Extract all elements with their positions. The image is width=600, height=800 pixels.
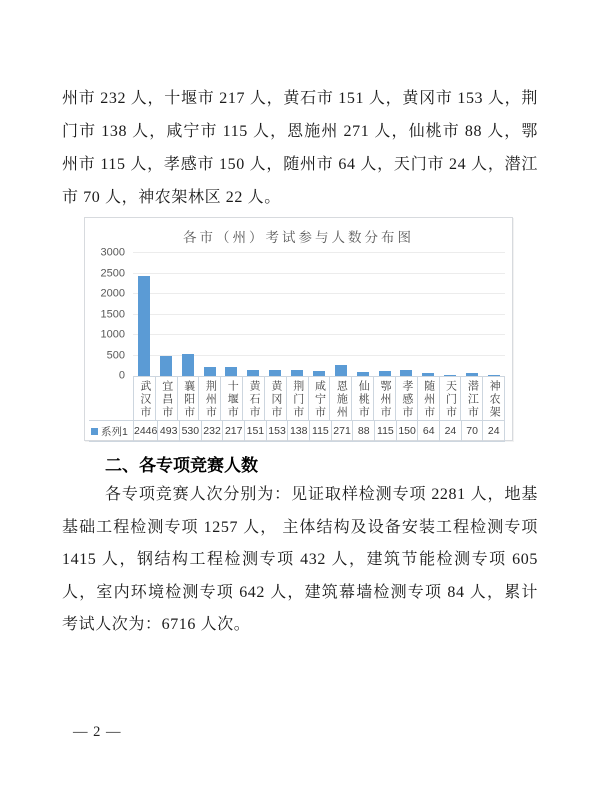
series-value-cell: 88: [352, 421, 374, 441]
bar: [357, 372, 369, 376]
category-cell: [329, 376, 351, 420]
series-value-cell: 232: [201, 421, 223, 441]
category-cell: [395, 376, 417, 420]
bar-slot: [352, 253, 374, 376]
page-number: — 2 —: [73, 724, 122, 740]
bar-slot: [483, 253, 505, 376]
bar: [204, 367, 216, 377]
bar-slot: [439, 253, 461, 376]
category-axis-row: [89, 376, 505, 420]
series-value-cell: 138: [287, 421, 309, 441]
bar-slot: [396, 253, 418, 376]
y-axis-tick-label: 1000: [100, 328, 125, 341]
y-axis-tick-label: 500: [106, 349, 125, 361]
bar: [269, 370, 281, 376]
category-cell: [264, 376, 286, 420]
bar: [247, 370, 259, 376]
category-cell: [198, 376, 220, 420]
category-label: 鄂州市: [379, 380, 392, 419]
bar-slot: [308, 253, 330, 376]
category-label: 武汉市: [138, 380, 151, 419]
y-axis-tick-label: 3000: [100, 246, 125, 259]
category-cell: [242, 376, 264, 420]
category-cell: [286, 376, 308, 420]
bar-slot: [417, 253, 439, 376]
bar: [466, 373, 478, 376]
bar-slot: [155, 253, 177, 376]
bar: [379, 371, 391, 376]
series-value-cell: 151: [244, 421, 266, 441]
data-table-row: [89, 420, 505, 442]
bars: [133, 253, 505, 376]
bar: [160, 356, 172, 376]
section-heading: 二、各专项竞赛人数: [105, 456, 258, 475]
category-label: 仙桃市: [357, 380, 370, 419]
bar: [291, 370, 303, 376]
bar-slot: [286, 253, 308, 376]
category-label: 孝感市: [400, 380, 413, 419]
bar-slot: [177, 253, 199, 376]
plot-area: [133, 248, 505, 376]
category-cell: [177, 376, 199, 420]
category-label: 咸宁市: [313, 380, 326, 419]
bar: [313, 371, 325, 376]
y-axis: [89, 246, 133, 382]
y-axis-labels: [89, 246, 125, 382]
y-axis-tick-label: 2500: [100, 267, 125, 279]
category-cell: [417, 376, 439, 420]
bar: [400, 370, 412, 376]
bar-slot: [374, 253, 396, 376]
category-cell: [439, 376, 461, 420]
category-label: 荆门市: [291, 380, 304, 419]
category-cell: [351, 376, 373, 420]
series-value-cell: 24: [439, 421, 461, 441]
category-cell: [308, 376, 330, 420]
category-label: 神农架: [488, 380, 501, 419]
category-cell: [220, 376, 242, 420]
series-value-cell: 2446: [133, 421, 157, 441]
series-name-label: 系列1: [101, 425, 128, 438]
bar-slot: [199, 253, 221, 376]
legend-key: [89, 421, 133, 441]
series-value-cell: 115: [374, 421, 396, 441]
category-label: 荆州市: [204, 380, 217, 419]
bar: [138, 276, 150, 376]
series-color-swatch-icon: [91, 428, 98, 435]
category-label: 恩施州: [335, 380, 348, 419]
category-cell: [373, 376, 395, 420]
bar: [488, 375, 500, 376]
series-value-cell: 70: [461, 421, 483, 441]
series-value-cell: 493: [157, 421, 179, 441]
category-label: 随州市: [422, 380, 435, 419]
series-value-cell: 150: [396, 421, 418, 441]
plot-row: [89, 246, 505, 382]
y-axis-tick-label: 2000: [100, 287, 125, 300]
category-label: 天门市: [444, 380, 457, 419]
series-value-cell: 217: [222, 421, 244, 441]
body-paragraph-1: 州市 232 人，十堰市 217 人，黄石市 151 人，黄冈市 153 人，荆门市 138 人，咸宁市 115 人，恩施州 271 人，仙桃市 88 人，鄂州市 115 人，孝感市 150 人，随州市 64 人，天门市 24 人，潜江市 70 人，神农架林区 22 人。: [62, 90, 538, 206]
category-label: 十堰市: [226, 380, 239, 419]
y-axis-tick-label: 1500: [100, 308, 125, 320]
bar: [335, 365, 347, 376]
body-paragraph-2: 各专项竞赛人次分别为：见证取样检测专项 2281 人，地基基础工程检测专项 1257 人， 主体结构及设备安装工程检测专项 1415 人，钢结构工程检测专项 432 人，建筑节能检测专项 605 人，室内环境检测专项 642 人，建筑幕墙检测专项 84 人，累计考试人次为：6716 人次。: [62, 486, 538, 634]
series-value-cell: 64: [417, 421, 439, 441]
bar: [182, 354, 194, 376]
bar-slot: [133, 253, 155, 376]
category-cell: [482, 376, 505, 420]
series-value-cell: 115: [309, 421, 331, 441]
series-value-cell: 153: [266, 421, 288, 441]
series-value-cell: 530: [179, 421, 201, 441]
category-label: 黄石市: [248, 380, 261, 419]
y-axis-tick-label: 0: [118, 369, 125, 382]
chart-title: 各市（州）考试参与人数分布图: [183, 230, 414, 245]
category-label: 潜江市: [466, 380, 479, 419]
category-cell: [133, 376, 155, 420]
bar-slot: [330, 253, 352, 376]
bar: [444, 375, 456, 376]
series-value-cell: 24: [482, 421, 505, 441]
category-label: 宜昌市: [160, 380, 173, 419]
category-label: 黄冈市: [269, 380, 282, 419]
bar: [225, 367, 237, 376]
bar-slot: [461, 253, 483, 376]
bar-slot: [264, 253, 286, 376]
bar: [422, 373, 434, 376]
bar-chart: [84, 217, 513, 441]
axis-spacer: [89, 376, 133, 420]
bar-slot: [242, 253, 264, 376]
category-label: 襄阳市: [182, 380, 195, 419]
category-cell: [460, 376, 482, 420]
series-value-cell: 271: [331, 421, 353, 441]
bar-slot: [221, 253, 243, 376]
category-cell: [155, 376, 177, 420]
